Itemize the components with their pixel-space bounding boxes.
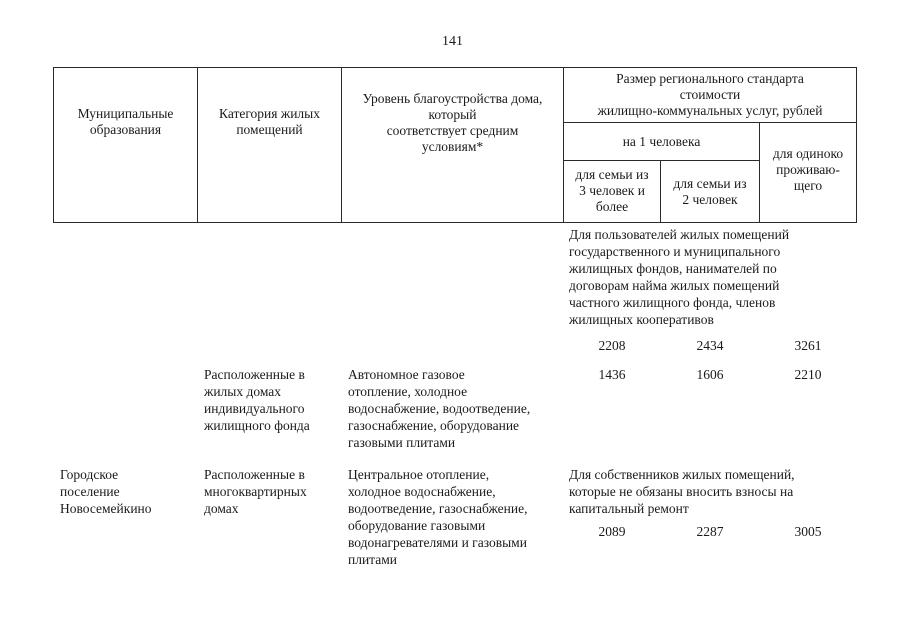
- row3-level: [348, 466, 568, 568]
- row3-level-line-5: водонагревателями и газовыми: [348, 535, 527, 550]
- row2-category-line-4: жилищного фонда: [204, 418, 310, 433]
- header-level-line-3: соответствует средним: [386, 123, 519, 138]
- row3-level-line-4: оборудование газовыми: [348, 518, 486, 533]
- header-municipality: [54, 106, 197, 138]
- row3-category-line-1: Расположенные в: [204, 467, 305, 482]
- header-level: [342, 91, 563, 155]
- col-border-0: [53, 67, 54, 223]
- subheader-line-1: [563, 122, 857, 123]
- row3-level-line-1: Центральное отопление,: [348, 467, 490, 482]
- row3-category: [204, 466, 344, 517]
- row2-level-line-1: Автономное газовое: [348, 367, 465, 382]
- col-border-6: [856, 67, 857, 223]
- block1-note-line-4: договорам найма жилых помещений: [569, 278, 780, 293]
- header-level-line-2: который: [428, 107, 477, 122]
- block1-note-line-2: государственного и муниципального: [569, 244, 781, 259]
- row3-note: [569, 466, 869, 517]
- row3-level-line-2: холодное водоснабжение,: [348, 484, 496, 499]
- row3-value-family-3: 2089: [598, 524, 626, 539]
- header-family-3: [564, 167, 660, 215]
- header-standard-line-2: стоимости: [679, 87, 741, 102]
- header-family-2: [661, 176, 759, 208]
- header-family-2-line-2: 2 человек: [682, 192, 738, 207]
- row2-category: [204, 366, 344, 434]
- header-family-3-line-1: для семьи из: [575, 167, 649, 182]
- subheader-line-2: [563, 160, 759, 161]
- block1-note-line-3: жилищных фондов, нанимателей по: [569, 261, 777, 276]
- header-family-2-line-1: для семьи из: [673, 176, 747, 191]
- row2-value-family-3: 1436: [598, 367, 626, 382]
- row3-municipality-line-2: поселение: [60, 484, 120, 499]
- row3-level-line-6: плитами: [348, 552, 398, 567]
- block1-note: [569, 226, 859, 328]
- header-single: [760, 146, 856, 194]
- header-standard-size: [564, 71, 856, 119]
- page-number: 141: [442, 34, 463, 49]
- row3-value-family-2: 2287: [696, 524, 724, 539]
- row3-municipality-line-3: Новосемейкино: [60, 501, 152, 516]
- row3-category-line-2: многоквартирных: [204, 484, 307, 499]
- row3-municipality: [60, 466, 195, 517]
- row2-category-line-1: Расположенные в: [204, 367, 305, 382]
- header-single-line-3: щего: [793, 178, 823, 193]
- block1-value-single: 3261: [794, 338, 822, 353]
- block1-value-family-2: 2434: [696, 338, 724, 353]
- row2-value-single: 2210: [794, 367, 822, 382]
- header-single-line-2: проживаю-: [776, 162, 840, 177]
- row2-level-line-4: газоснабжение, оборудование: [348, 418, 520, 433]
- block1-note-line-5: частного жилищного фонда, членов: [569, 295, 776, 310]
- row3-note-line-1: Для собственников жилых помещений,: [569, 467, 795, 482]
- row3-note-line-3: капитальный ремонт: [569, 501, 689, 516]
- header-family-3-line-3: более: [595, 199, 629, 214]
- table-top-border: [53, 67, 857, 68]
- header-municipality-text: Муниципальные образования: [77, 106, 174, 137]
- row2-level-line-5: газовыми плитами: [348, 435, 456, 450]
- table-header-bottom-border: [53, 222, 857, 223]
- row3-note-line-2: которые не обязаны вносить взносы на: [569, 484, 794, 499]
- row3-municipality-line-1: Городское: [60, 467, 119, 482]
- header-level-line-1: Уровень благоустройства дома,: [362, 91, 543, 106]
- row2-level-line-3: водоснабжение, водоотведение,: [348, 401, 531, 416]
- block1-value-family-3: 2208: [598, 338, 626, 353]
- header-single-line-1: для одиноко: [772, 146, 844, 161]
- header-category: [198, 106, 341, 138]
- header-standard-line-1: Размер регионального стандарта: [616, 71, 804, 86]
- block1-note-line-1: Для пользователей жилых помещений: [569, 227, 790, 242]
- row2-category-line-2: жилых домах: [204, 384, 282, 399]
- row2-level-line-2: отопление, холодное: [348, 384, 468, 399]
- col-border-1: [197, 67, 198, 223]
- header-standard-line-3: жилищно-коммунальных услуг, рублей: [597, 103, 823, 118]
- block1-note-line-6: жилищных кооперативов: [569, 312, 714, 327]
- row2-level: [348, 366, 568, 451]
- header-family-3-line-2: 3 человек и: [579, 183, 645, 198]
- row2-category-line-3: индивидуального: [204, 401, 305, 416]
- header-level-line-4: условиям*: [421, 139, 484, 154]
- row3-value-single: 3005: [794, 524, 822, 539]
- header-category-text: Категория жилых помещений: [219, 106, 320, 137]
- header-per-person: на 1 человека: [622, 134, 701, 149]
- row3-category-line-3: домах: [204, 501, 239, 516]
- row2-value-family-2: 1606: [696, 367, 724, 382]
- row3-level-line-3: водоотведение, газоснабжение,: [348, 501, 528, 516]
